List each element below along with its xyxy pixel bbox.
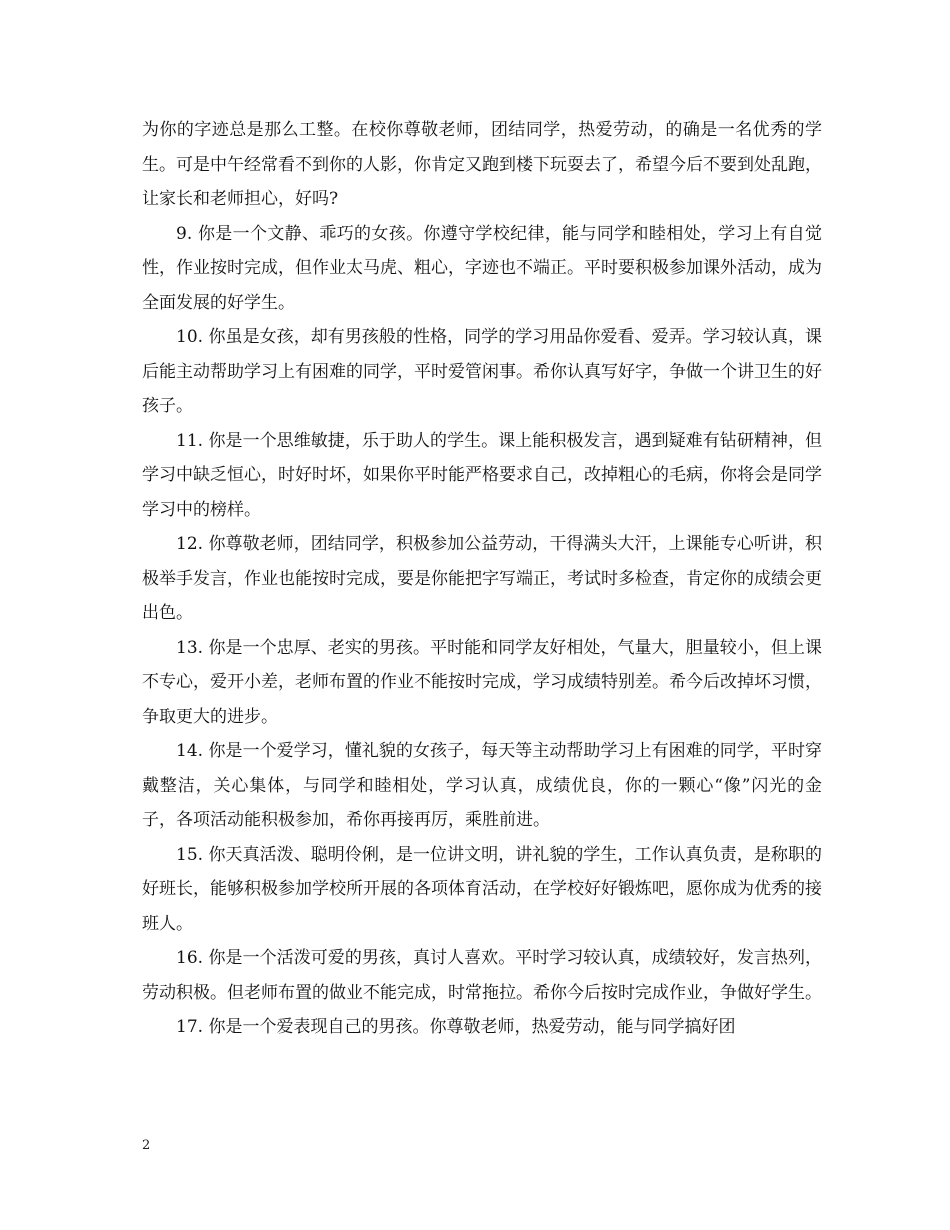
paragraph-continuation: 为你的字迹总是那么工整。在校你尊敬老师，团结同学，热爱劳动，的确是一名优秀的学生。可是中午经常看不到你的人影，你肯定又跑到楼下玩耍去了，希望今后不要到处乱跑，让家长和老师担心，好吗? (142, 120, 822, 209)
paragraph-comment-12: 12. 你尊敬老师，团结同学，积极参加公益劳动，干得满头大汗，上课能专心听讲，积极举手发言，作业也能按时完成，要是你能把字写端正，考试时多检查，肯定你的成绩会更出色。 (142, 534, 822, 623)
paragraph-comment-17: 17. 你是一个爱表现自己的男孩。你尊敬老师，热爱劳动，能与同学搞好团 (176, 1017, 736, 1037)
paragraph-comment-16: 16. 你是一个活泼可爱的男孩，真讨人喜欢。平时学习较认真，成绩较好，发言热列，劳动积极。但老师布置的做业不能完成，时常拖拉。希你今后按时完成作业，争做好学生。 (142, 948, 822, 1003)
paragraph-comment-14: 14. 你是一个爱学习，懂礼貌的女孩子，每天等主动帮助学习上有困难的同学，平时穿戴整洁，关心集体，与同学和睦相处，学习认真，成绩优良，你的一颗心“像”闪光的金子，各项活动能积极参加，希你再接再厉，乘胜前进。 (142, 741, 822, 830)
paragraph-comment-15: 15. 你天真活泼、聪明伶俐，是一位讲文明，讲礼貌的学生，工作认真负责，是称职的好班长，能够积极参加学校所开展的各项体育活动，在学校好好锻炼吧，愿你成为优秀的接班人。 (142, 844, 822, 934)
paragraph-comment-11: 11. 你是一个思维敏捷，乐于助人的学生。课上能积极发言，遇到疑难有钻研精神，但学习中缺乏恒心，时好时坏，如果你平时能严格要求自己，改掉粗心的毛病，你将会是同学学习中的榜样。 (142, 430, 822, 520)
paragraph-comment-9: 9. 你是一个文静、乖巧的女孩。你遵守学校纪律，能与同学和睦相处，学习上有自觉性，作业按时完成，但作业太马虎、粗心，字迹也不端正。平时要积极参加课外活动，成为全面发展的好学生。 (142, 223, 822, 313)
paragraph-comment-13: 13. 你是一个忠厚、老实的男孩。平时能和同学友好相处，气量大，胆量较小，但上课不专心，爱开小差，老师布置的作业不能按时完成，学习成绩特别差。希今后改掉坏习惯，争取更大的进步。 (142, 637, 822, 727)
page-number: 2 (142, 1138, 151, 1153)
paragraph-comment-10: 10. 你虽是女孩，却有男孩般的性格，同学的学习用品你爱看、爱弄。学习较认真，课后能主动帮助学习上有困难的同学，平时爱管闲事。希你认真写好字，争做一个讲卫生的好孩子。 (142, 327, 822, 416)
document-body (142, 113, 822, 1045)
